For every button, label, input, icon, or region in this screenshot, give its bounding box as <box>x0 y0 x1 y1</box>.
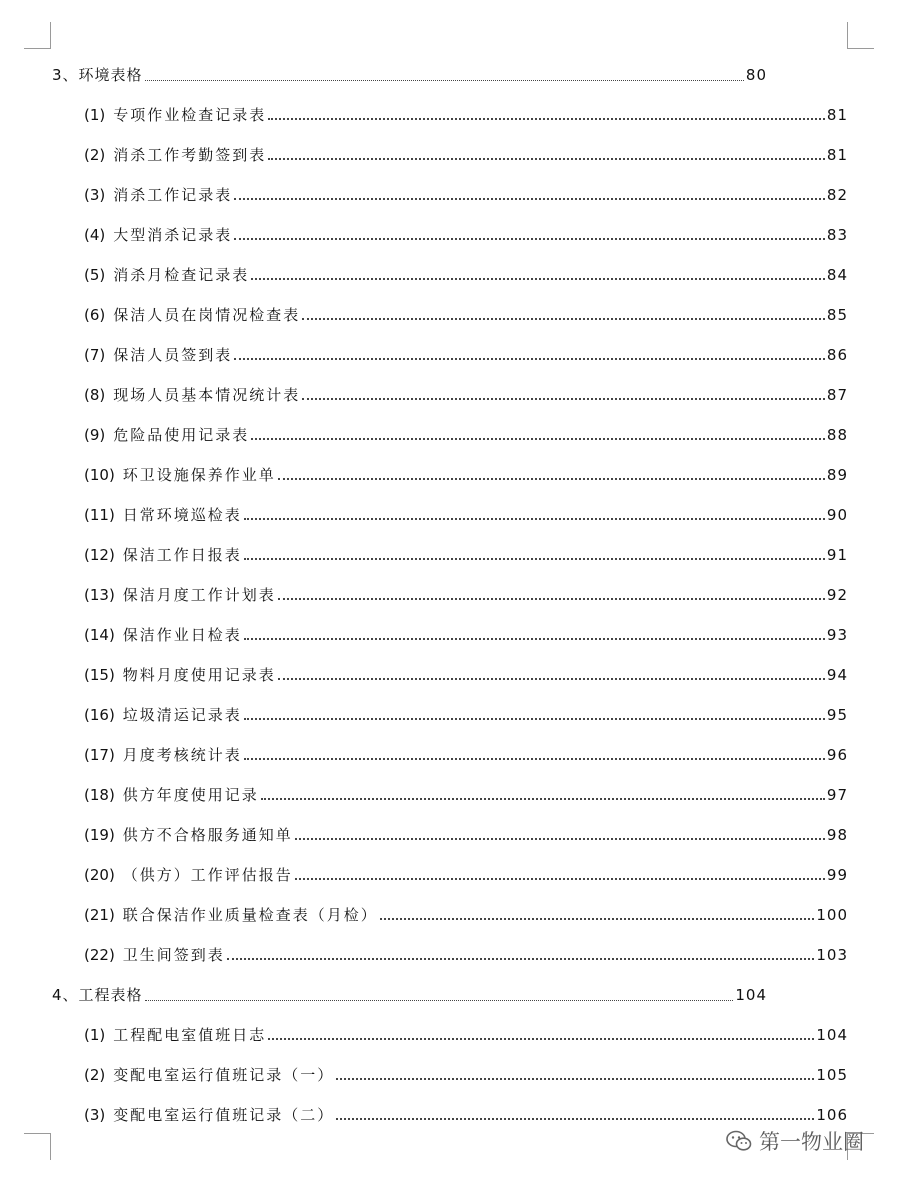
toc-entry-number: (1) <box>84 1026 106 1044</box>
dot-leader <box>268 118 825 120</box>
toc-entry-row[interactable] <box>84 423 848 445</box>
toc-entry-label <box>84 1025 266 1045</box>
toc-entry-title: 月度考核统计表 <box>122 746 242 764</box>
toc-page-number: 97 <box>826 786 848 804</box>
toc-entry-number: (5) <box>84 266 106 284</box>
toc-page-number: 103 <box>816 946 848 964</box>
toc-page-number: 99 <box>826 866 848 884</box>
toc-entry-label <box>84 105 266 125</box>
toc-entry-row[interactable] <box>84 383 848 405</box>
toc-entry-number: (18) <box>84 786 115 804</box>
toc-entry-number: (21) <box>84 906 115 924</box>
toc-entry-label <box>84 905 378 925</box>
dot-leader <box>278 598 825 600</box>
toc-entry-row[interactable] <box>84 863 848 885</box>
toc-entry-number: (20) <box>84 866 115 884</box>
toc-entry-row[interactable] <box>84 703 848 725</box>
toc-entry-number: (3) <box>84 1106 106 1124</box>
toc-entry-number: (8) <box>84 386 106 404</box>
toc-entry-number: (7) <box>84 346 106 364</box>
toc-entry-number: (1) <box>84 106 106 124</box>
toc-page-number: 84 <box>826 266 848 284</box>
toc-entry-title: 保洁人员在岗情况检查表 <box>113 306 301 324</box>
toc-entry-row[interactable] <box>84 823 848 845</box>
wechat-icon <box>725 1129 753 1153</box>
dot-leader <box>302 318 825 320</box>
toc-entry-label <box>84 225 232 245</box>
toc-page-number: 81 <box>826 106 848 124</box>
toc-entry-row[interactable] <box>84 623 848 645</box>
toc-entry-label <box>84 1065 334 1085</box>
toc-entry-label <box>84 825 293 845</box>
toc-entry-number: (3) <box>84 186 106 204</box>
toc-entry-label <box>84 265 249 285</box>
toc-entry-title: 工程配电室值班日志 <box>113 1026 267 1044</box>
dot-leader <box>268 1038 814 1040</box>
toc-page-number: 92 <box>826 586 848 604</box>
toc-entry-title: 保洁人员签到表 <box>113 346 233 364</box>
toc-entry-title: 日常环境巡检表 <box>122 506 242 524</box>
toc-entry-row[interactable] <box>84 183 848 205</box>
toc-entry-number: (10) <box>84 466 115 484</box>
toc-entry-title: 专项作业检查记录表 <box>113 106 267 124</box>
dot-leader <box>244 558 825 560</box>
toc-page-number: 104 <box>816 1026 848 1044</box>
toc-page-number: 93 <box>826 626 848 644</box>
toc-entry-number: (13) <box>84 586 115 604</box>
dot-leader <box>278 678 825 680</box>
toc-entry-row[interactable] <box>84 343 848 365</box>
toc-entry-title: 变配电室运行值班记录（一） <box>113 1066 335 1084</box>
toc-page-number: 106 <box>816 1106 848 1124</box>
toc-entry-row[interactable] <box>84 583 848 605</box>
dot-leader <box>295 878 825 880</box>
toc-entry-row[interactable] <box>84 663 848 685</box>
toc-entry-label <box>84 745 242 765</box>
dot-leader <box>302 398 825 400</box>
toc-entry-number: (6) <box>84 306 106 324</box>
toc-entry-title: 卫生间签到表 <box>122 946 225 964</box>
toc-entry-number: (22) <box>84 946 115 964</box>
toc-page-number: 104 <box>735 986 767 1004</box>
toc-entry-title: 垃圾清运记录表 <box>122 706 242 724</box>
toc-entry-label <box>84 385 300 405</box>
toc-section-row[interactable] <box>52 983 767 1005</box>
dot-leader <box>295 838 825 840</box>
dot-leader <box>261 798 825 800</box>
toc-entry-row[interactable] <box>84 303 848 325</box>
toc-entry-number: (2) <box>84 1066 106 1084</box>
toc-entry-label <box>84 425 249 445</box>
toc-page-number: 88 <box>826 426 848 444</box>
dot-leader <box>251 278 825 280</box>
toc-entry-title: 危险品使用记录表 <box>113 426 250 444</box>
page-corner-mark <box>24 22 51 49</box>
toc-entry-label <box>84 465 276 485</box>
toc-entry-number: (12) <box>84 546 115 564</box>
toc-entry-label <box>84 865 293 885</box>
toc-page-number: 83 <box>826 226 848 244</box>
toc-entry-title: 变配电室运行值班记录（二） <box>113 1106 335 1124</box>
watermark <box>725 1126 864 1156</box>
toc-entry-label <box>84 185 232 205</box>
toc-entry-title: 供方年度使用记录 <box>122 786 259 804</box>
dot-leader <box>234 238 825 240</box>
toc-entry-row[interactable] <box>84 1063 848 1085</box>
toc-entry-number: (9) <box>84 426 106 444</box>
toc-entry-title: 供方不合格服务通知单 <box>122 826 293 844</box>
toc-entry-label <box>84 945 225 965</box>
toc-entry-row[interactable] <box>84 1103 848 1125</box>
toc-entry-row[interactable] <box>84 143 848 165</box>
dot-leader <box>244 758 825 760</box>
toc-page-number: 95 <box>826 706 848 724</box>
dot-leader <box>251 438 825 440</box>
toc-page-number: 96 <box>826 746 848 764</box>
page-corner-mark <box>24 1133 51 1160</box>
dot-leader <box>336 1118 814 1120</box>
dot-leader <box>268 158 825 160</box>
toc-page-number: 100 <box>816 906 848 924</box>
toc-entry-title: 保洁作业日检表 <box>122 626 242 644</box>
watermark-text: 第一物业圈 <box>759 1130 864 1154</box>
toc-entry-row[interactable] <box>84 1023 848 1045</box>
toc-entry-label <box>84 585 276 605</box>
toc-entry-row[interactable] <box>84 943 848 965</box>
toc-entry-label <box>84 545 242 565</box>
toc-entry-title: 消杀工作考勤签到表 <box>113 146 267 164</box>
dot-leader <box>244 638 825 640</box>
toc-section-row[interactable] <box>52 63 767 85</box>
toc-entry-title: 消杀月检查记录表 <box>113 266 250 284</box>
toc-page-number: 94 <box>826 666 848 684</box>
dot-leader <box>145 1000 734 1001</box>
dot-leader <box>234 198 825 200</box>
toc-entry-title: 物料月度使用记录表 <box>122 666 276 684</box>
dot-leader <box>336 1078 814 1080</box>
toc-entry-title: 保洁工作日报表 <box>122 546 242 564</box>
toc-entry-row[interactable] <box>84 463 848 485</box>
toc-entry-number: (11) <box>84 506 115 524</box>
toc-entry-row[interactable] <box>84 543 848 565</box>
dot-leader <box>380 918 815 920</box>
toc-entry-row[interactable] <box>84 103 848 125</box>
toc-page-number: 85 <box>826 306 848 324</box>
toc-entry-title: （供方）工作评估报告 <box>122 866 293 884</box>
toc-entry-number: (14) <box>84 626 115 644</box>
toc-entry-title: 环卫设施保养作业单 <box>122 466 276 484</box>
dot-leader <box>145 80 744 81</box>
toc-entry-title: 消杀工作记录表 <box>113 186 233 204</box>
page-corner-mark <box>847 22 874 49</box>
toc-entry-label <box>84 785 259 805</box>
toc-entry-label <box>84 665 276 685</box>
toc-entry-title: 保洁月度工作计划表 <box>122 586 276 604</box>
dot-leader <box>244 718 825 720</box>
toc-page-number: 80 <box>745 66 767 84</box>
toc-entry-label <box>84 305 300 325</box>
toc-page-number: 98 <box>826 826 848 844</box>
toc-page-number: 86 <box>826 346 848 364</box>
toc-entry-row[interactable] <box>84 223 848 245</box>
toc-entry-row[interactable] <box>84 903 848 925</box>
toc-entry-label <box>84 705 242 725</box>
toc-entry-row[interactable] <box>84 743 848 765</box>
toc-page-number: 87 <box>826 386 848 404</box>
toc-entry-number: (4) <box>84 226 106 244</box>
toc-page-number: 82 <box>826 186 848 204</box>
dot-leader <box>244 518 825 520</box>
toc-entry-number: (16) <box>84 706 115 724</box>
toc-entry-row[interactable] <box>84 783 848 805</box>
toc-entry-row[interactable] <box>84 503 848 525</box>
toc-entry-title: 联合保洁作业质量检查表（月检） <box>122 906 378 924</box>
toc-entry-title: 现场人员基本情况统计表 <box>113 386 301 404</box>
toc-section-title: 4、工程表格 <box>52 986 143 1004</box>
toc-page-number: 90 <box>826 506 848 524</box>
dot-leader <box>278 478 825 480</box>
toc-page-number: 105 <box>816 1066 848 1084</box>
toc-entry-label <box>84 505 242 525</box>
toc-entry-label <box>84 625 242 645</box>
toc-entry-label <box>84 145 266 165</box>
toc-entry-label <box>84 1105 334 1125</box>
toc-entry-label <box>84 345 232 365</box>
dot-leader <box>227 958 815 960</box>
toc-section-title: 3、环境表格 <box>52 66 143 84</box>
toc-entry-number: (19) <box>84 826 115 844</box>
toc-entry-number: (17) <box>84 746 115 764</box>
toc-page-number: 91 <box>826 546 848 564</box>
toc-entry-number: (2) <box>84 146 106 164</box>
toc-page-number: 89 <box>826 466 848 484</box>
dot-leader <box>234 358 825 360</box>
toc-entry-row[interactable] <box>84 263 848 285</box>
toc-entry-number: (15) <box>84 666 115 684</box>
toc-page-number: 81 <box>826 146 848 164</box>
toc-entry-title: 大型消杀记录表 <box>113 226 233 244</box>
